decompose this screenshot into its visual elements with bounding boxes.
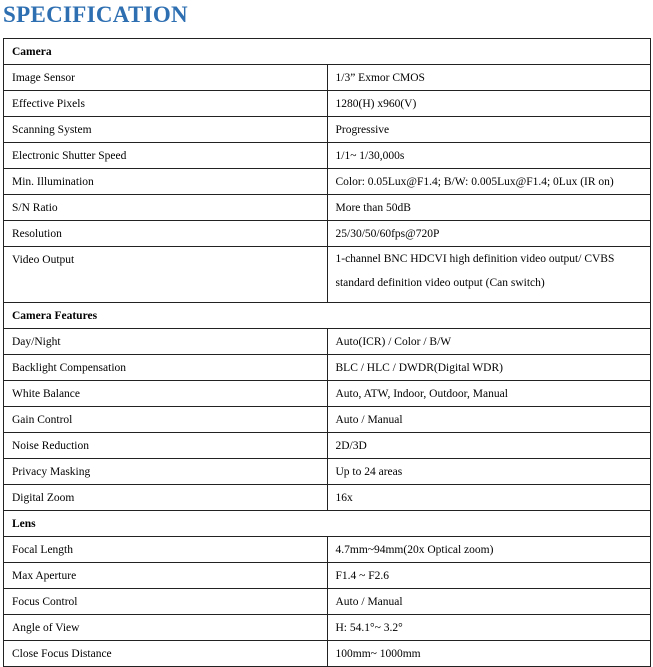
spec-key: Resolution: [4, 221, 328, 247]
table-row: [4, 221, 651, 247]
spec-value: H: 54.1°~ 3.2°: [327, 615, 651, 641]
spec-value: 1/1~ 1/30,000s: [327, 143, 651, 169]
table-row: [4, 169, 651, 195]
table-row: [4, 381, 651, 407]
table-row: [4, 407, 651, 433]
spec-value: Up to 24 areas: [327, 459, 651, 485]
spec-value: 1280(H) x960(V): [327, 91, 651, 117]
table-row: [4, 589, 651, 615]
spec-value: 1-channel BNC HDCVI high definition video output/ CVBS standard definition video output (Can switch): [335, 253, 615, 289]
spec-value: Auto / Manual: [327, 407, 651, 433]
table-row: [4, 641, 651, 667]
spec-value: 16x: [327, 485, 651, 511]
table-row: [4, 65, 651, 91]
spec-key: Focus Control: [4, 589, 328, 615]
spec-key: Scanning System: [4, 117, 328, 143]
page-title: SPECIFICATION: [3, 2, 188, 27]
section-header-camera-features: [4, 303, 651, 329]
spec-key: Max Aperture: [4, 563, 328, 589]
spec-key: Image Sensor: [4, 65, 328, 91]
spec-value: 1/3” Exmor CMOS: [327, 65, 651, 91]
spec-key: Effective Pixels: [4, 91, 328, 117]
table-row: [4, 91, 651, 117]
section-label: Lens: [4, 511, 651, 537]
table-row: [4, 537, 651, 563]
table-row: [4, 485, 651, 511]
table-row: [4, 247, 651, 303]
spec-value: F1.4 ~ F2.6: [327, 563, 651, 589]
table-row: [4, 329, 651, 355]
spec-value: 100mm~ 1000mm: [327, 641, 651, 667]
spec-key: Noise Reduction: [4, 433, 328, 459]
table-row: [4, 355, 651, 381]
spec-value: 25/30/50/60fps@720P: [327, 221, 651, 247]
table-row: [4, 459, 651, 485]
spec-key: Electronic Shutter Speed: [4, 143, 328, 169]
spec-key: Angle of View: [4, 615, 328, 641]
spec-value: Auto(ICR) / Color / B/W: [327, 329, 651, 355]
section-label: Camera: [4, 39, 651, 65]
spec-key: Close Focus Distance: [4, 641, 328, 667]
spec-value: More than 50dB: [327, 195, 651, 221]
spec-value: 2D/3D: [327, 433, 651, 459]
spec-key: Day/Night: [4, 329, 328, 355]
spec-key: Min. Illumination: [4, 169, 328, 195]
section-header-lens: [4, 511, 651, 537]
spec-key: Digital Zoom: [4, 485, 328, 511]
table-row: [4, 117, 651, 143]
table-row: [4, 433, 651, 459]
spec-value: BLC / HLC / DWDR(Digital WDR): [327, 355, 651, 381]
spec-value: Auto / Manual: [327, 589, 651, 615]
spec-key: Gain Control: [4, 407, 328, 433]
spec-key: Video Output: [12, 254, 75, 266]
spec-value: Color: 0.05Lux@F1.4; B/W: 0.005Lux@F1.4; 0Lux (IR on): [327, 169, 651, 195]
spec-key: S/N Ratio: [4, 195, 328, 221]
spec-value: Auto, ATW, Indoor, Outdoor, Manual: [327, 381, 651, 407]
table-row: [4, 563, 651, 589]
table-row: [4, 615, 651, 641]
section-header-camera: [4, 39, 651, 65]
table-row: [4, 143, 651, 169]
spec-value: 4.7mm~94mm(20x Optical zoom): [327, 537, 651, 563]
spec-key: White Balance: [4, 381, 328, 407]
specification-table: [3, 38, 651, 667]
table-row: [4, 195, 651, 221]
spec-key: Focal Length: [4, 537, 328, 563]
spec-key: Backlight Compensation: [4, 355, 328, 381]
spec-value: Progressive: [327, 117, 651, 143]
section-label: Camera Features: [4, 303, 651, 329]
spec-key: Privacy Masking: [4, 459, 328, 485]
